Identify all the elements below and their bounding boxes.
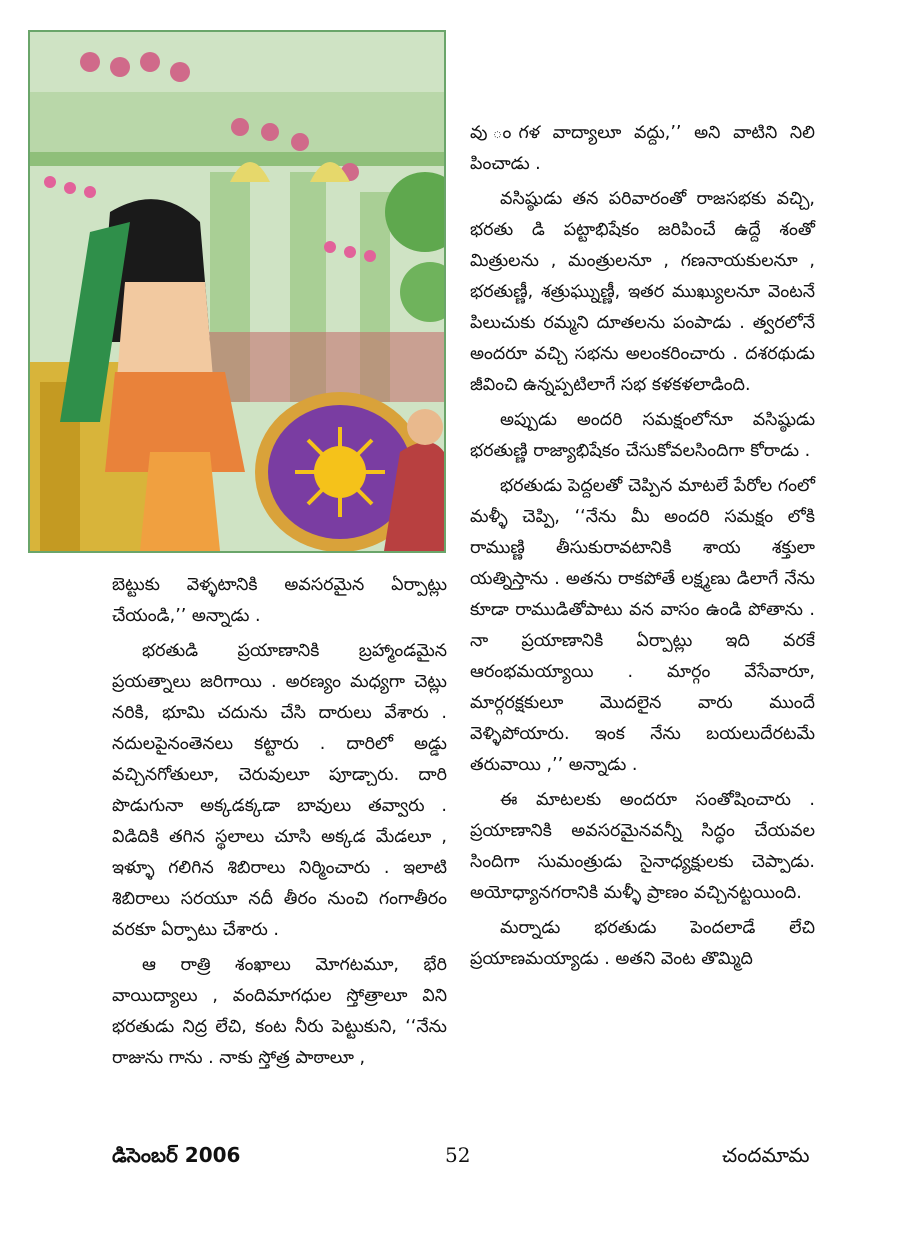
paragraph: భరతుడు పెద్దలతో చెప్పిన మాటలే పేరోల గంలో మళ్ళీ చెప్పి, ‘‘నేను మీ అందరి సమక్షం లోకి రాముణ్ణి తీసుకురావటానికి శాయ శక్తులా యత్నిస్తాను . అతను రాకపోతే లక్ష్మణు డిలాగే నేను కూడా రాముడితోపాటు వన వాసం ఉండి పోతాను . నా ప్రయాణానికి ఏర్పాట్లు ఇది వరకే ఆరంభమయ్యాయి . మార్గం వేసేవారూ, మార్గరక్షకులూ మొదలైన వారు ముందే వెళ్ళిపోయారు. ఇంక నేను బయలుదేరటమే తరువాయి ,’’ అన్నాడు . <box>470 476 815 775</box>
paragraph: ఆ రాత్రి శంఖాలు మోగటమూ, భేరి వాయిద్యాలు , వందిమాగధుల స్తోత్రాలూ విని భరతుడు నిద్ర లేచి, కంట నీరు పెట్టుకుని, ‘‘నేను రాజును గాను . నాకు స్తోత్ర పాఠాలూ , <box>112 955 447 1068</box>
paragraph: అప్పుడు అందరి సమక్షంలోనూ వసిష్ఠుడు భరతుణ్ణి రాజ్యాభిషేకం చేసుకోవలసిందిగా కోరాడు . <box>470 410 815 461</box>
story-illustration <box>28 30 446 553</box>
right-text-column <box>470 118 815 979</box>
paragraph: బెట్టుకు వెళ్ళటానికి అవసరమైన ఏర్పాట్లు చేయండి,’’ అన్నాడు . <box>112 575 447 626</box>
footer-date: డిసెంబర్ 2006 <box>112 1143 241 1167</box>
paragraph: వు ంగళ వాద్యాలూ వద్దు,’’ అని వాటిని నిలి పించాడు . <box>470 123 815 174</box>
paragraph: భరతుడి ప్రయాణానికి బ్రహ్మాండమైన ప్రయత్నాలు జరిగాయి . అరణ్యం మధ్యగా చెట్లు నరికి, భూమి చదును చేసి దారులు వేశారు . నదులపైనంతెనలు కట్టారు . దారిలో అడ్డు వచ్చినగోతులూ, చెరువులూ పూడ్చారు. దారి పొడుగునా అక్కడక్కడా బావులు తవ్వారు . విడిదికి తగిన స్థలాలు చూసి అక్కడ మేడలూ , ఇళ్ళూ గలిగిన శిబిరాలు నిర్మించారు . ఇలాటి శిబిరాలు సరయూ నదీ తీరం నుంచి గంగాతీరం వరకూ ఏర్పాటు చేశారు . <box>112 641 447 940</box>
paragraph: వసిష్ఠుడు తన పరివారంతో రాజసభకు వచ్చి, భరతు డి పట్టాభిషేకం జరిపించే ఉద్దే శంతో మిత్రులను , మంత్రులనూ , గణనాయకులనూ , భరతుణ్ణీ, శత్రుఘ్నుణ్ణీ, ఇతర ముఖ్యులనూ వెంటనే పిలుచుకు రమ్మని దూతలను పంపాడు . త్వరలోనే అందరూ వచ్చి సభను అలంకరించారు . దశరథుడు జీవించి ఉన్నప్పటిలాగే సభ కళకళలాడింది. <box>470 189 815 395</box>
paragraph: మర్నాడు భరతుడు పెందలాడే లేచి ప్రయాణమయ్యాడు . అతని వెంట తొమ్మిది <box>470 918 815 969</box>
paragraph: ఈ మాటలకు అందరూ సంతోషించారు . ప్రయాణానికి అవసరమైనవన్నీ సిద్ధం చేయవల సిందిగా సుమంత్రుడు సైనాధ్యక్షులకు చెప్పాడు. అయోధ్యానగరానికి మళ్ళీ ప్రాణం వచ్చినట్టయింది. <box>470 790 815 903</box>
magazine-name: చందమామ <box>722 1143 810 1167</box>
left-text-column <box>112 570 447 1078</box>
page-number: 52 <box>445 1143 471 1167</box>
